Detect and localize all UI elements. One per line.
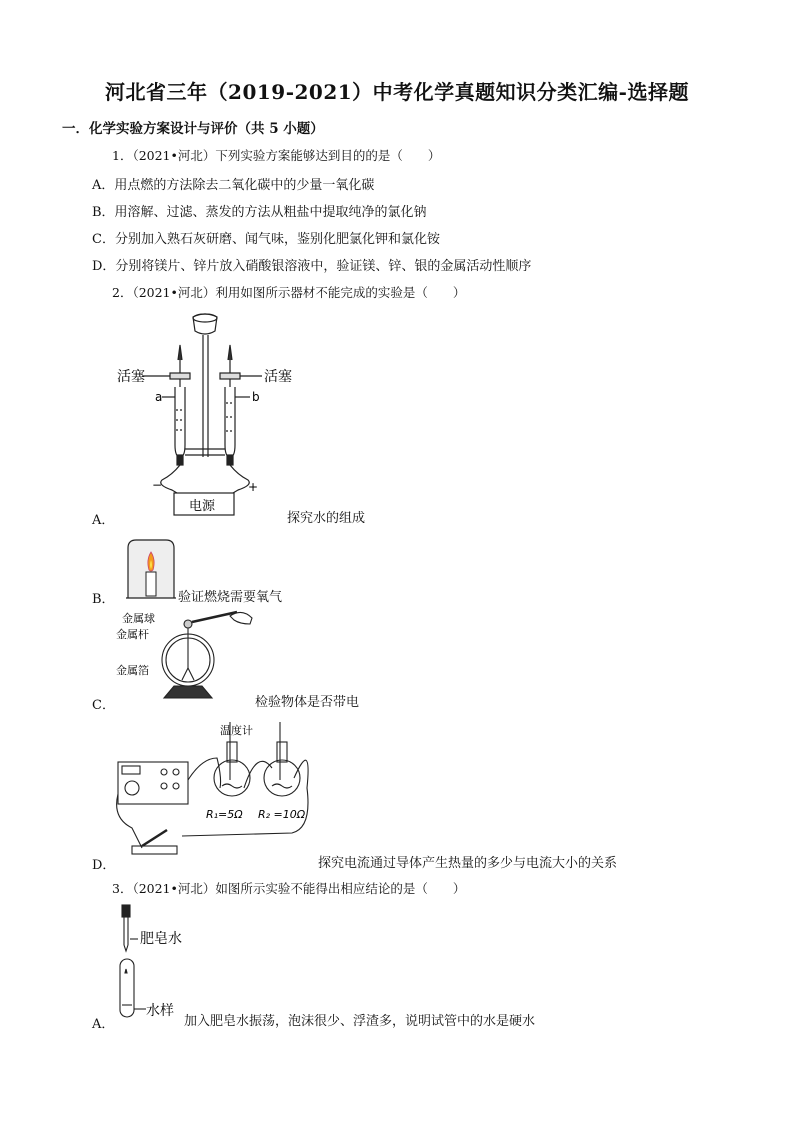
electrolysis-apparatus-figure xyxy=(112,305,302,520)
q1-option-c: C．分别加入熟石灰研磨、闻气味，鉴别化肥氯化钾和氯化铵 xyxy=(92,232,440,247)
q1-option-a: A．用点燃的方法除去二氧化碳中的少量一氧化碳 xyxy=(92,178,375,193)
q3-option-a-text: 加入肥皂水振荡，泡沫很少、浮渣多，说明试管中的水是硬水 xyxy=(184,1014,536,1029)
q2-option-b-text: 验证燃烧需要氧气 xyxy=(178,590,283,605)
q3-option-a-letter: A． xyxy=(92,1017,115,1032)
tube-b-label: b xyxy=(252,390,260,404)
plus-label: + xyxy=(248,480,259,494)
minus-label: − xyxy=(152,478,163,492)
electroscope-figure xyxy=(112,610,262,702)
soap-water-label: 肥皂水 xyxy=(140,931,182,947)
metal-ball-label: 金属球 xyxy=(122,612,155,625)
section-heading: 一．化学实验方案设计与评价（共 5 小题） xyxy=(62,121,324,137)
stopcock-left-label: 活塞 xyxy=(117,369,145,385)
r2-label: R₂ =10Ω xyxy=(258,808,306,821)
tube-a-label: a xyxy=(155,390,163,404)
stopcock-right-label: 活塞 xyxy=(264,369,292,385)
question-2-stem: 2．（2021•河北）利用如图所示器材不能完成的实验是（ ） xyxy=(112,285,466,300)
q1-option-d: D．分别将镁片、锌片放入硝酸银溶液中，验证镁、锌、银的金属活动性顺序 xyxy=(92,259,532,274)
q2-option-a-letter: A． xyxy=(92,513,115,528)
metal-rod-label: 金属杆 xyxy=(116,628,149,641)
q2-option-c-letter: C． xyxy=(92,698,115,713)
metal-foil-label: 金属箔 xyxy=(116,664,149,677)
power-label: 电源 xyxy=(189,499,216,514)
water-sample-label: 水样 xyxy=(146,1003,174,1019)
thermometer-label: 温度计 xyxy=(220,724,253,737)
q2-option-a-text: 探究水的组成 xyxy=(287,511,366,526)
question-3-stem: 3．（2021•河北）如图所示实验不能得出相应结论的是（ ） xyxy=(112,881,466,896)
page-title: 河北省三年（2019-2021）中考化学真题知识分类汇编-选择题 xyxy=(105,80,689,104)
candle-jar-figure xyxy=(126,538,176,600)
q2-option-c-text: 检验物体是否带电 xyxy=(255,695,360,710)
question-1-stem: 1．（2021•河北）下列实验方案能够达到目的的是（ ） xyxy=(112,148,441,163)
q2-option-d-text: 探究电流通过导体产生热量的多少与电流大小的关系 xyxy=(318,856,618,871)
q1-option-b: B．用溶解、过滤、蒸发的方法从粗盐中提取纯净的氯化钠 xyxy=(92,205,427,220)
r1-label: R₁=5Ω xyxy=(206,808,243,821)
q2-option-d-letter: D． xyxy=(92,858,116,873)
heating-circuit-figure xyxy=(112,718,322,866)
soap-water-test-figure xyxy=(112,903,192,1025)
q2-option-b-letter: B． xyxy=(92,592,115,607)
